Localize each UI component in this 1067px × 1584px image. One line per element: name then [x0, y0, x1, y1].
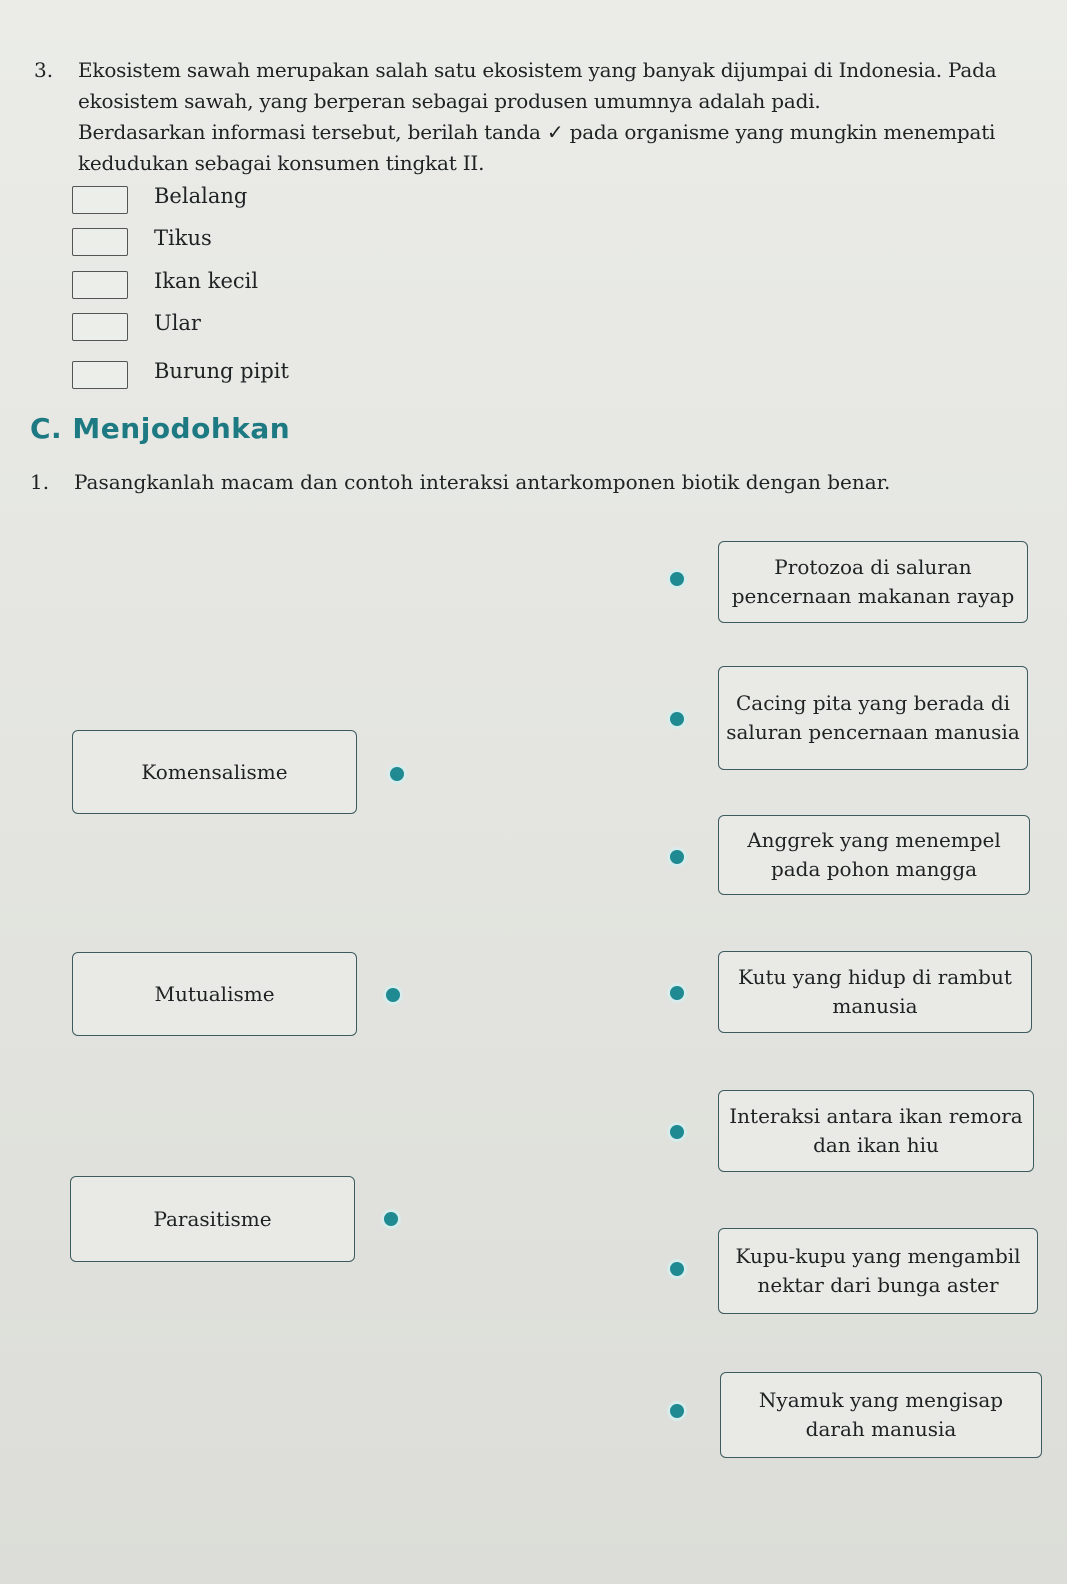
- option-label: Burung pipit: [154, 359, 289, 383]
- left-connector-dot[interactable]: [384, 1212, 398, 1226]
- right-item-kutu[interactable]: Kutu yang hidup di rambut manusia: [718, 951, 1032, 1033]
- question-number: 3.: [34, 58, 54, 82]
- instruction-text: Pasangkanlah macam dan contoh interaksi antarkomponen biotik dengan benar.: [74, 470, 891, 494]
- right-item-kupu-kupu[interactable]: Kupu-kupu yang mengambil nektar dari bunga aster: [718, 1228, 1038, 1314]
- right-item-remora[interactable]: Interaksi antara ikan remora dan ikan hiu: [718, 1090, 1034, 1172]
- matching-instruction: [30, 470, 890, 494]
- option-label: Ular: [154, 311, 201, 335]
- right-connector-dot[interactable]: [670, 572, 684, 586]
- right-item-cacing-pita[interactable]: Cacing pita yang berada di saluran pencernaan manusia: [718, 666, 1028, 770]
- question-text-line-1: Ekosistem sawah merupakan salah satu ekosistem yang banyak dijumpai di Indonesia. Pada: [78, 58, 997, 82]
- right-connector-dot[interactable]: [670, 1125, 684, 1139]
- right-item-anggrek[interactable]: Anggrek yang menempel pada pohon mangga: [718, 815, 1030, 895]
- right-connector-dot[interactable]: [670, 1404, 684, 1418]
- option-label: Ikan kecil: [154, 269, 259, 293]
- right-connector-dot[interactable]: [670, 986, 684, 1000]
- checkbox[interactable]: [72, 313, 128, 341]
- checkbox[interactable]: [72, 228, 128, 256]
- left-item-komensalisme[interactable]: Komensalisme: [72, 730, 357, 814]
- checkbox[interactable]: [72, 186, 128, 214]
- checkbox[interactable]: [72, 361, 128, 389]
- right-item-nyamuk[interactable]: Nyamuk yang mengisap darah manusia: [720, 1372, 1042, 1458]
- question-text-line-2: ekosistem sawah, yang berperan sebagai produsen umumnya adalah padi.: [78, 89, 821, 113]
- option-label: Belalang: [154, 184, 248, 208]
- left-item-mutualisme[interactable]: Mutualisme: [72, 952, 357, 1036]
- option-label: Tikus: [154, 226, 212, 250]
- left-connector-dot[interactable]: [386, 988, 400, 1002]
- section-heading: C. Menjodohkan: [30, 412, 291, 445]
- right-item-protozoa[interactable]: Protozoa di saluran pencernaan makanan rayap: [718, 541, 1028, 623]
- left-connector-dot[interactable]: [390, 767, 404, 781]
- right-connector-dot[interactable]: [670, 850, 684, 864]
- instruction-number: 1.: [30, 470, 50, 494]
- question-text-line-4: kedudukan sebagai konsumen tingkat II.: [78, 151, 485, 175]
- checkbox[interactable]: [72, 271, 128, 299]
- right-connector-dot[interactable]: [670, 712, 684, 726]
- right-connector-dot[interactable]: [670, 1262, 684, 1276]
- question-text-line-3: Berdasarkan informasi tersebut, berilah tanda ✓ pada organisme yang mungkin menempati: [78, 120, 996, 144]
- left-item-parasitisme[interactable]: Parasitisme: [70, 1176, 355, 1262]
